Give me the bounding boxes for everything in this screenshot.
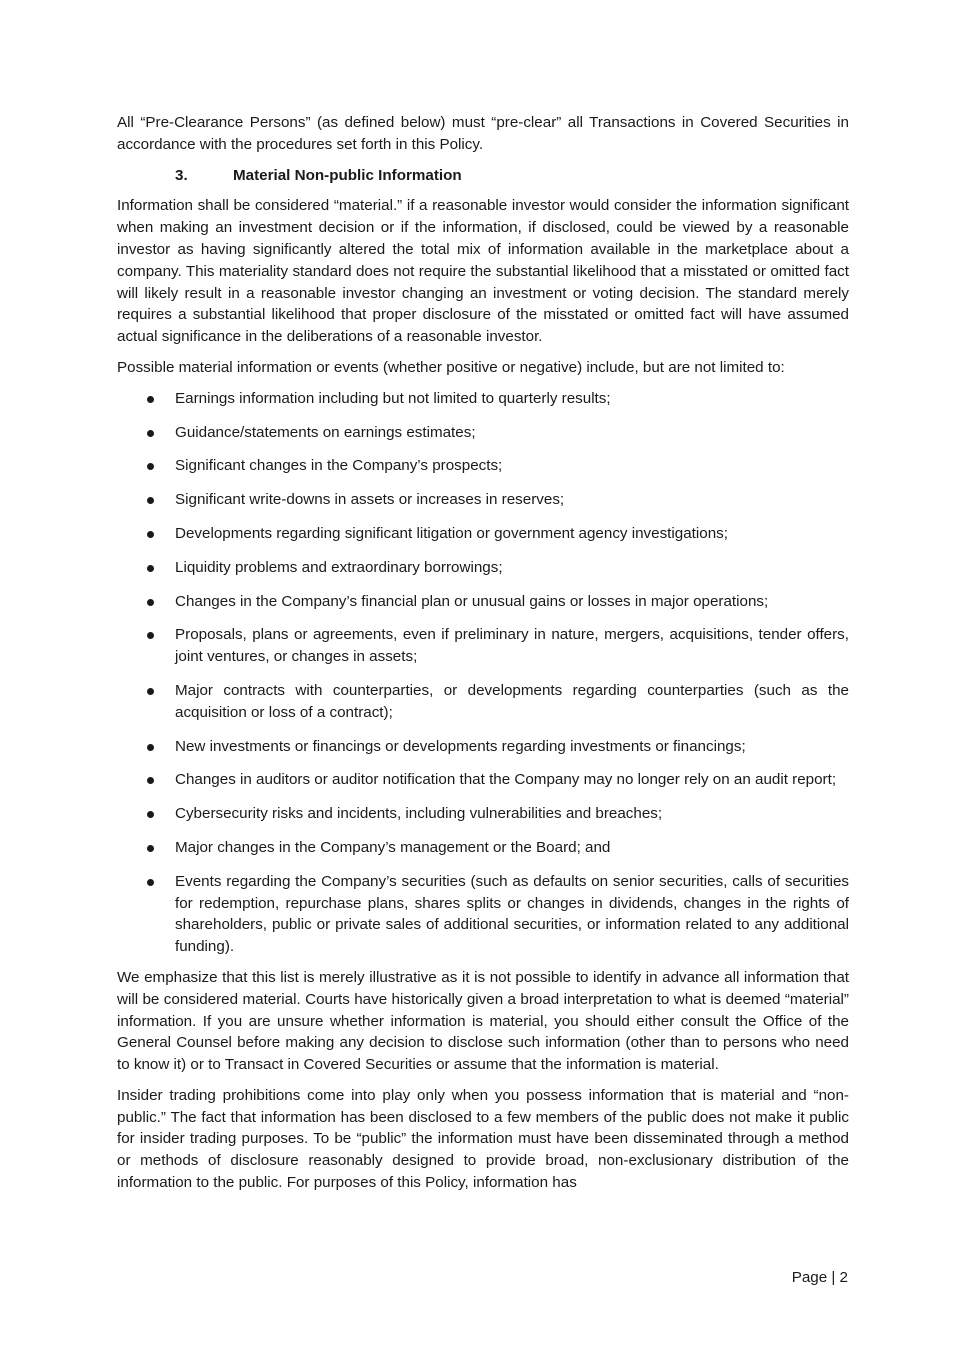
page-content <box>117 112 849 1203</box>
intro-paragraph: All “Pre-Clearance Persons” (as defined below) must “pre-clear” all Transactions in Covered Securities in accordance with the procedures set forth in this Policy. <box>117 114 849 153</box>
bullet-icon <box>147 688 154 695</box>
bullet-icon <box>147 531 154 538</box>
bullet-icon <box>147 396 154 403</box>
bullet-icon <box>147 811 154 818</box>
bullet-icon <box>147 845 154 852</box>
bullet-icon <box>147 879 154 886</box>
bullet-icon <box>147 744 154 751</box>
page-number: Page | 2 <box>791 1269 848 1286</box>
section-title: Material Non-public Information <box>233 166 462 184</box>
list-item: Changes in auditors or auditor notification that the Company may no longer rely on an audit report; <box>117 769 849 791</box>
material-events-list <box>117 388 849 958</box>
list-item: Major changes in the Company’s management or the Board; and <box>117 837 849 859</box>
list-item: Liquidity problems and extraordinary borrowings; <box>117 557 849 579</box>
list-item: Developments regarding significant litigation or government agency investigations; <box>117 523 849 545</box>
section-heading <box>117 165 849 187</box>
section-number: 3. <box>175 166 188 184</box>
bullet-icon <box>147 430 154 437</box>
bullet-icon <box>147 463 154 470</box>
insider-trading-paragraph: Insider trading prohibitions come into play only when you possess information that is material and “non-public.” The fact that information has been disclosed to a few members of the public does not make it public for insider trading purposes. To be “public” the information must have been disseminated through a method or methods of disclosure reasonably designed to provide broad, non-exclusionary distribution of the information to the public. For purposes of this Policy, information has <box>117 1086 849 1192</box>
bullet-icon <box>147 777 154 784</box>
list-item: Changes in the Company’s financial plan or unusual gains or losses in major operations; <box>117 591 849 613</box>
list-intro-paragraph: Possible material information or events (whether positive or negative) include, but are not limited to: <box>117 358 785 376</box>
list-item: Cybersecurity risks and incidents, including vulnerabilities and breaches; <box>117 803 849 825</box>
list-item: Proposals, plans or agreements, even if preliminary in nature, mergers, acquisitions, tender offers, joint ventures, or changes in assets; <box>117 624 849 668</box>
bullet-icon <box>147 497 154 504</box>
bullet-icon <box>147 632 154 639</box>
list-item: Significant write-downs in assets or increases in reserves; <box>117 489 849 511</box>
list-item: Earnings information including but not limited to quarterly results; <box>117 388 849 410</box>
list-item: Guidance/statements on earnings estimates; <box>117 422 849 444</box>
list-item: Significant changes in the Company’s prospects; <box>117 455 849 477</box>
list-item: Major contracts with counterparties, or developments regarding counterparties (such as the acquisition or loss of a contract); <box>117 680 849 724</box>
illustrative-paragraph: We emphasize that this list is merely illustrative as it is not possible to identify in advance all information that will be considered material. Courts have historically given a broad interpretation to what is deemed “material” information. If you are unsure whether information is material, you should either consult the Office of the General Counsel before making any decision to disclose such information (other than to persons who need to know it) or to Transact in Covered Securities or assume that the information is material. <box>117 968 849 1074</box>
bullet-icon <box>147 565 154 572</box>
list-item: Events regarding the Company’s securities (such as defaults on senior securities, calls of securities for redemption, repurchase plans, shares splits or changes in dividends, changes in the rights of shareholders, public or private sales of additional securities, or information related to any additional funding). <box>117 871 849 958</box>
list-item: New investments or financings or developments regarding investments or financings; <box>117 736 849 758</box>
materiality-paragraph: Information shall be considered “material.” if a reasonable investor would consider the information significant when making an investment decision or if the information, if disclosed, could be viewed by a reasonable investor as having significantly altered the total mix of information available in the marketplace about a company. This materiality standard does not require the substantial likelihood that a misstated or omitted fact will likely result in a reasonable investor changing an investment or voting decision. The standard merely requires a substantial likelihood that proper disclosure of the misstated or omitted fact will have assumed actual significance in the deliberations of a reasonable investor. <box>117 197 849 346</box>
bullet-icon <box>147 599 154 606</box>
